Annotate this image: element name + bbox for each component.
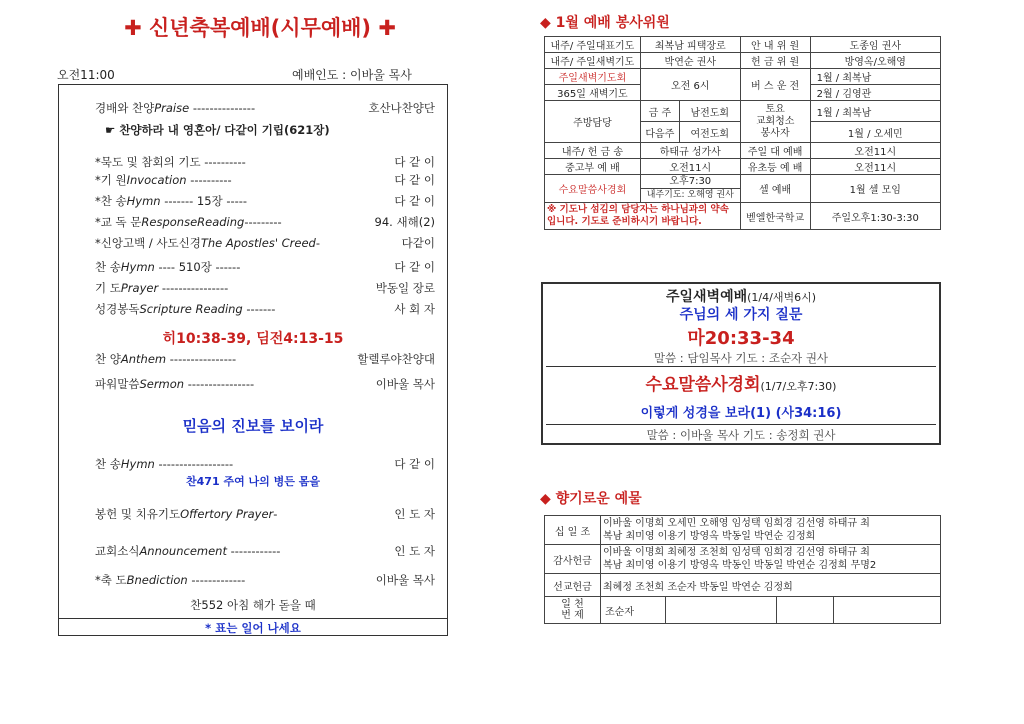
table-row: 일 천 번 제 조순자 bbox=[545, 597, 941, 624]
table-row: 내주/ 주일새벽기도 박연순 권사 헌 금 위 원 방영옥/오해영 bbox=[545, 53, 941, 69]
order-item-leader: 94. 새해(2) bbox=[374, 215, 435, 229]
table-row: 주방담당 금 주 남전도회 토요 교회청소 봉사자 1월 / 최복남 bbox=[545, 101, 941, 122]
order-item-label: 찬 송Hymn ---- 510장 ------ bbox=[95, 260, 241, 274]
order-item-leader: 다 같 이 bbox=[394, 457, 435, 471]
order-item bbox=[95, 506, 435, 522]
scripture-reference: 히10:38-39, 딤전4:13-15 bbox=[162, 331, 344, 347]
order-item-label: 기 도Prayer ---------------- bbox=[95, 281, 229, 295]
table-row: 다음주 여전도회 1월 / 오세민 bbox=[545, 122, 941, 143]
order-item-leader: 인 도 자 bbox=[394, 544, 435, 558]
service-leader: 예배인도 : 이바울 목사 bbox=[292, 68, 412, 82]
order-item bbox=[95, 100, 435, 116]
order-item-leader: 인 도 자 bbox=[394, 507, 435, 521]
order-item-label: *찬 송Hymn ------- 15장 ----- bbox=[95, 194, 248, 208]
order-item-label: *묵도 및 참회의 기도 ---------- bbox=[95, 155, 246, 169]
order-item bbox=[95, 235, 435, 251]
table-row: 내주/ 헌 금 송 하태규 성가사 주일 대 예배 오전11시 bbox=[545, 143, 941, 159]
dawn-subtitle: (1/4/새벽6시) bbox=[747, 291, 817, 304]
order-item-leader: 사 회 자 bbox=[394, 302, 435, 316]
order-item-label: *기 원Invocation ---------- bbox=[95, 173, 232, 187]
order-item-label: 성경봉독Scripture Reading ------- bbox=[95, 302, 276, 316]
praise-song: ☛ 찬양하라 내 영혼아/ 다같이 기립(621장) bbox=[105, 123, 330, 137]
wed-speaker: 말씀 : 이바울 목사 기도 : 송정희 권사 bbox=[646, 428, 836, 442]
order-item-leader: 다 같 이 bbox=[394, 155, 435, 169]
table-row: 선교헌금 최혜정 조천희 조순자 박동일 박연순 김정희 bbox=[545, 574, 941, 597]
order-item-leader: 이바울 목사 bbox=[375, 573, 435, 587]
wed-subtitle: (1/7/오후7:30) bbox=[760, 380, 837, 393]
order-item-leader: 호산나찬양단 bbox=[368, 101, 435, 115]
table-row: 내주/ 주일대표기도 최복남 피택장로 안 내 위 원 도종임 권사 bbox=[545, 37, 941, 53]
prayer-note: ※ 기도나 섬김의 담당자는 하나님과의 약속입니다. 기도로 준비하시기 바랍니다. bbox=[545, 203, 741, 230]
order-item-label: *교 독 문ResponseReading--------- bbox=[95, 215, 282, 229]
order-item-label: 찬 양Anthem ---------------- bbox=[95, 352, 237, 366]
hymn-after-sermon: 찬471 주여 나의 병든 몸을 bbox=[186, 475, 320, 488]
order-item bbox=[95, 154, 435, 170]
order-item-label: *신앙고백 / 사도신경The Apostles' Creed- bbox=[95, 236, 321, 250]
order-item-leader: 이바울 목사 bbox=[375, 377, 435, 391]
table-row: 십 일 조 이바울 이명희 오세민 오해영 임성택 임희경 김선영 하태규 최 복남 최미영 이용기 방영옥 박동일 박연순 김정희 bbox=[545, 516, 941, 545]
volunteer-section-title: ◆ 1월 예배 봉사위원 bbox=[540, 15, 670, 31]
order-item bbox=[95, 172, 435, 188]
offering-section-title: ◆ 향기로운 예물 bbox=[540, 491, 642, 507]
wed-title: 수요말씀사경회 bbox=[645, 375, 761, 395]
table-row: 주일새벽기도회 오전 6시 버 스 운 전 1월 / 최복남 bbox=[545, 69, 941, 85]
order-item-label: 봉헌 및 치유기도Offertory Prayer- bbox=[95, 507, 278, 521]
order-item-leader: 할렐루야찬양대 bbox=[357, 352, 435, 366]
closing-hymn: 찬552 아침 해가 돋을 때 bbox=[190, 598, 316, 612]
order-item bbox=[95, 280, 435, 296]
sermon-title: 믿음의 진보를 보이라 bbox=[182, 417, 324, 435]
offering-table bbox=[544, 515, 941, 624]
dawn-service-box bbox=[541, 282, 941, 445]
service-title: ✚ 신년축복예배(시무예배) ✚ bbox=[124, 16, 396, 40]
order-item-label: 찬 송Hymn ------------------ bbox=[95, 457, 234, 471]
dawn-title: 주일새벽예배 bbox=[665, 289, 748, 305]
order-item-label: 파워말씀Sermon ---------------- bbox=[95, 377, 255, 391]
order-item-leader: 다같이 bbox=[401, 236, 435, 250]
order-item bbox=[95, 572, 435, 588]
order-item bbox=[95, 351, 435, 367]
order-item bbox=[95, 456, 435, 472]
order-item bbox=[95, 214, 435, 230]
volunteer-table bbox=[544, 36, 941, 230]
order-item-label: *축 도Bnediction ------------- bbox=[95, 573, 246, 587]
dawn-speaker: 말씀 : 담임목사 기도 : 조순자 권사 bbox=[653, 351, 829, 365]
order-item-leader: 다 같 이 bbox=[394, 260, 435, 274]
wed-sermon: 이렇게 성경을 보라(1) (사34:16) bbox=[640, 406, 842, 421]
dawn-sermon: 주님의 세 가지 질문 bbox=[679, 307, 803, 323]
table-row: ※ 기도나 섬김의 담당자는 하나님과의 약속입니다. 기도로 준비하시기 바랍니다. 벧엘한국학교 주일오후1:30-3:30 bbox=[545, 203, 941, 230]
order-item-label: 경배와 찬양Praise --------------- bbox=[95, 101, 256, 115]
table-row: 중고부 예 배 오전11시 유초등 예 배 오전11시 bbox=[545, 159, 941, 175]
service-time: 오전11:00 bbox=[57, 68, 115, 82]
dawn-verse: 마20:33-34 bbox=[687, 328, 795, 349]
order-item-label: 교회소식Announcement ------------ bbox=[95, 544, 281, 558]
order-item-leader: 박동일 장로 bbox=[375, 281, 435, 295]
stand-note: * 표는 일어 나세요 bbox=[205, 621, 301, 635]
order-item-leader: 다 같 이 bbox=[394, 194, 435, 208]
order-item bbox=[95, 301, 435, 317]
order-item bbox=[95, 193, 435, 209]
table-row: 감사헌금 이바울 이명희 최혜정 조천희 임성택 임희경 김선영 하태규 최 복남 최미영 이용기 방영옥 박동인 박동일 박연순 김정희 무명2 bbox=[545, 545, 941, 574]
table-row: 365일 새벽기도 2월 / 김영관 bbox=[545, 85, 941, 101]
order-item-leader: 다 같 이 bbox=[394, 173, 435, 187]
order-item bbox=[95, 259, 435, 275]
order-item bbox=[95, 543, 435, 559]
table-row: 수요말씀사경회 오후7:30 내주기도: 오해영 권사 셀 예배 1월 셀 모임 bbox=[545, 175, 941, 203]
order-item bbox=[95, 376, 435, 392]
